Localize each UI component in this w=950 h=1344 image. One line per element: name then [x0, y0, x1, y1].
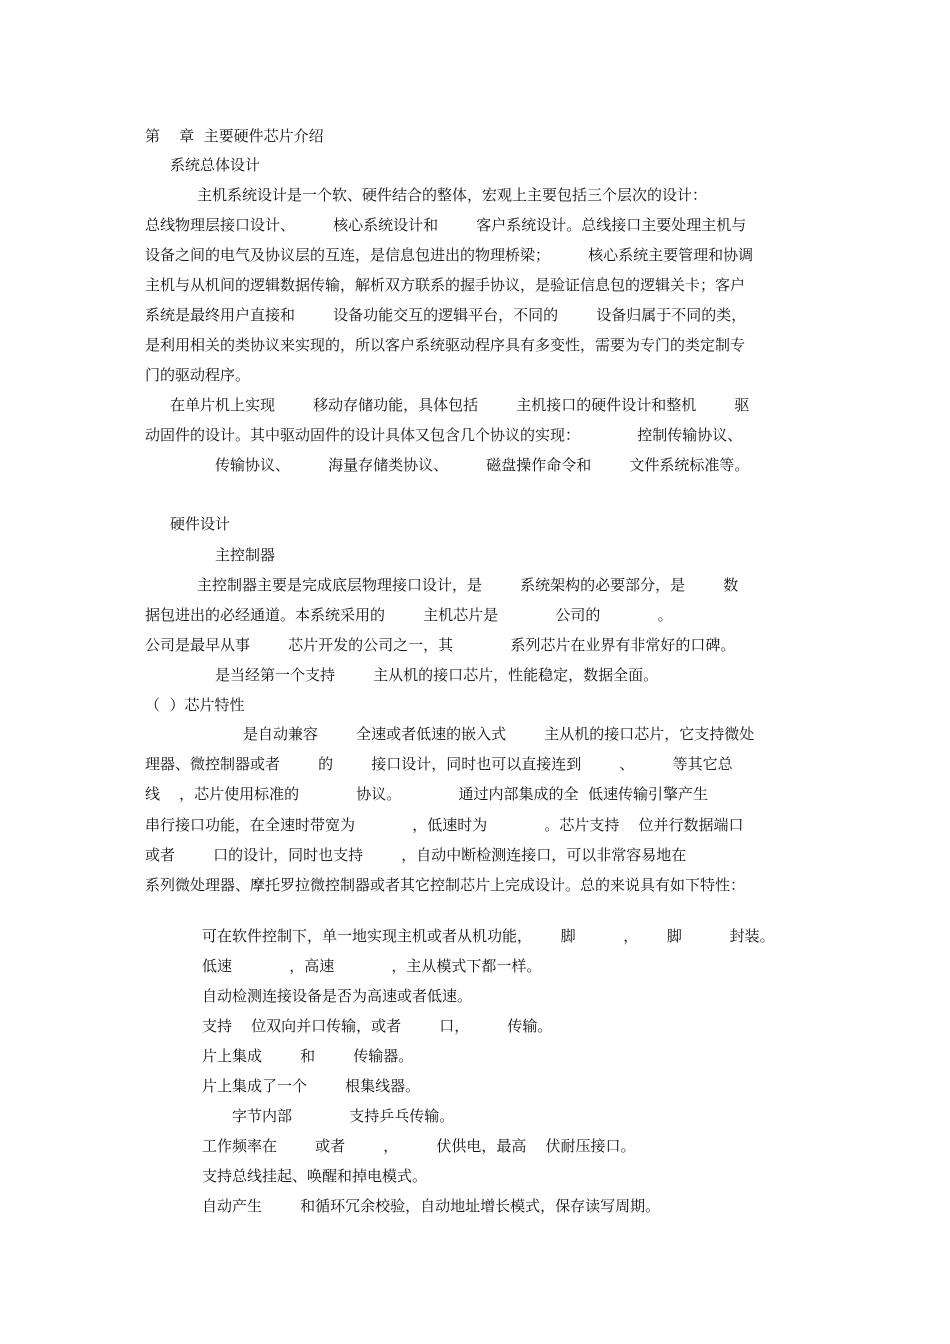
paragraph-line: 传输协议、 海量存储类协议、 磁盘操作命令和 文件系统标准等。 — [215, 456, 750, 474]
paragraph-line: 理器、微控制器或者 的 接口设计，同时也可以直接连到 、 等其它总 — [145, 755, 733, 773]
paragraph-line: 在单片机上实现 移动存储功能，具体包括 主机接口的硬件设计和整机 驱 — [170, 396, 750, 414]
feature-item: 片上集成 和 传输器。 — [202, 1047, 414, 1065]
paragraph-line: 主机与从机间的逻辑数据传输，解析双方联系的握手协议，是验证信息包的逻辑关卡；客户 — [145, 276, 746, 294]
chip-features-heading: （ ）芯片特性 — [145, 696, 245, 714]
feature-item: 支持总线挂起、唤醒和掉电模式。 — [202, 1167, 428, 1185]
paragraph-line: 主机系统设计是一个软、硬件结合的整体，宏观上主要包括三个层次的设计： — [197, 186, 708, 204]
paragraph-line: 是自动兼容 全速或者低速的嵌入式 主从机的接口芯片，它支持微处 — [243, 725, 755, 743]
paragraph-line: 主控制器主要是完成底层物理接口设计，是 系统架构的必要部分，是 数 — [197, 576, 739, 594]
feature-item: 工作频率在 或者 ， 伏供电，最高 伏耐压接口。 — [202, 1137, 636, 1155]
paragraph-line: 设备之间的电气及协议层的互连，是信息包进出的物理桥梁； 核心系统主要管理和协调 — [145, 246, 754, 264]
section-heading-system: 系统总体设计 — [170, 156, 261, 174]
section-heading-hardware: 硬件设计 — [170, 515, 231, 533]
feature-item: 字节内部 支持乒乓传输。 — [232, 1107, 455, 1125]
paragraph-line: 公司是最早从事 芯片开发的公司之一，其 系列芯片在业界有非常好的口碑。 — [145, 636, 736, 654]
paragraph-line: 是利用相关的类协议来实现的，所以客户系统驱动程序具有多变性，需要为专门的类定制专 — [145, 336, 746, 354]
feature-item: 支持 位双向并口传输，或者 口， 传输。 — [202, 1017, 553, 1035]
feature-item: 自动产生 和循环冗余校验，自动地址增长模式，保存读写周期。 — [202, 1197, 661, 1215]
paragraph-line: 动固件的设计。其中驱动固件的设计具体又包含几个协议的实现： 控制传输协议、 — [145, 426, 743, 444]
paragraph-line: 或者 口的设计，同时也支持 ，自动中断检测连接口，可以非常容易地在 — [145, 846, 687, 864]
paragraph-line: 串行接口功能，在全速时带宽为 ，低速时为 。芯片支持 位并行数据端口 — [145, 816, 744, 834]
chapter-title: 第 章 主要硬件芯片介绍 — [145, 127, 324, 145]
feature-item: 片上集成了一个 根集线器。 — [202, 1077, 421, 1095]
feature-item: 低速 ，高速 ，主从模式下都一样。 — [202, 957, 542, 975]
paragraph-line: 据包进出的必经通道。本系统采用的 主机芯片是 公司的 。 — [145, 606, 673, 624]
feature-item: 可在软件控制下，单一地实现主机或者从机功能， 脚 ， 脚 封装。 — [202, 927, 775, 945]
paragraph-line: 是当经第一个支持 主从机的接口芯片，性能稳定，数据全面。 — [215, 666, 659, 684]
subsection-heading-controller: 主控制器 — [215, 546, 276, 564]
paragraph-line: 总线物理层接口设计、 核心系统设计和 客户系统设计。总线接口主要处理主机与 — [145, 216, 747, 234]
paragraph-line: 系列微处理器、摩托罗拉微控制器或者其它控制芯片上完成设计。总的来说具有如下特性： — [145, 876, 746, 894]
feature-item: 自动检测连接设备是否为高速或者低速。 — [202, 987, 473, 1005]
paragraph-line: 线 ，芯片使用标准的 协议。 通过内部集成的全 低速传输引擎产生 — [145, 785, 709, 803]
paragraph-line: 系统是最终用户直接和 设备功能交互的逻辑平台，不同的 设备归属于不同的类， — [145, 306, 747, 324]
paragraph-line: 门的驱动程序。 — [145, 366, 251, 384]
